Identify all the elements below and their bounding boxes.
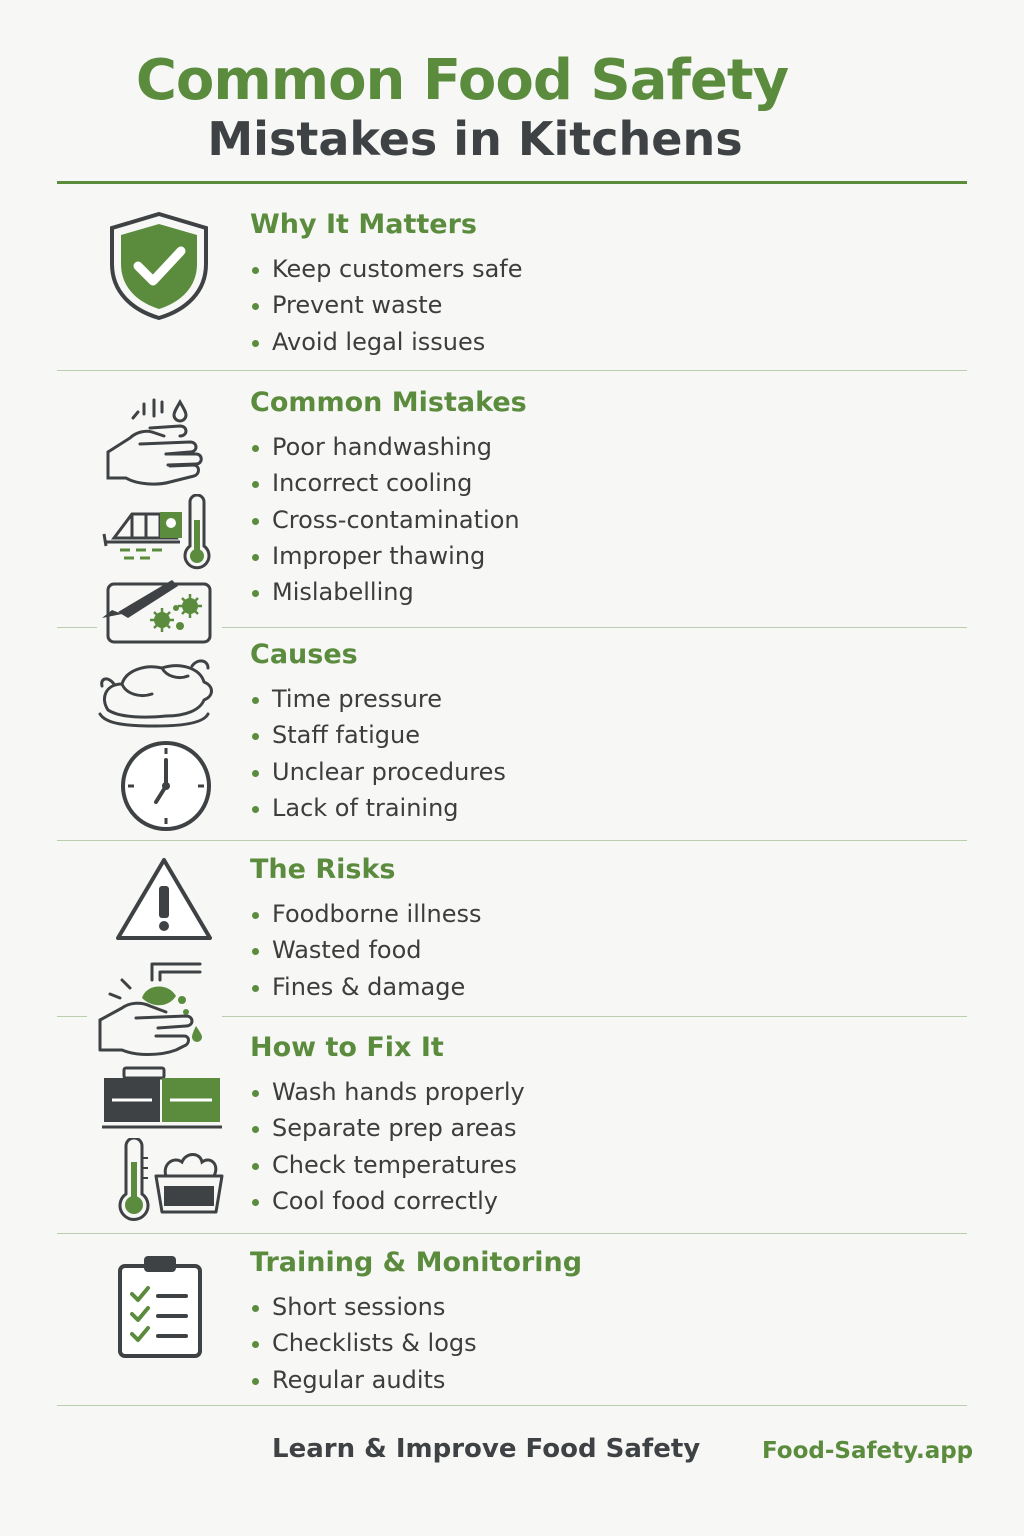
list-item: Mislabelling <box>250 574 950 610</box>
section-why-it-matters <box>250 209 950 360</box>
section-divider <box>57 627 97 628</box>
list-item: Avoid legal issues <box>250 324 950 360</box>
section-title: Common Mistakes <box>250 387 527 418</box>
list-item: Incorrect cooling <box>250 465 950 501</box>
section-divider <box>57 1016 87 1017</box>
list-item: Cool food correctly <box>250 1183 950 1219</box>
list-item: Regular audits <box>250 1362 950 1398</box>
section-causes <box>250 639 950 826</box>
list-item: Poor handwashing <box>250 429 950 465</box>
section-divider <box>57 370 967 371</box>
list-item: Staff fatigue <box>250 717 950 753</box>
warning-triangle-icon <box>112 854 216 946</box>
list-item: Separate prep areas <box>250 1110 950 1146</box>
section-how-to-fix-it <box>250 1032 950 1219</box>
list-item: Prevent waste <box>250 287 950 323</box>
list-item: Cross-contamination <box>250 502 950 538</box>
section-title: The Risks <box>250 854 396 885</box>
section-divider <box>57 1233 967 1234</box>
section-common-mistakes <box>250 387 950 610</box>
list-item: Lack of training <box>250 790 950 826</box>
footer-site-link[interactable]: Food-Safety.app <box>762 1438 974 1464</box>
clock-icon <box>118 738 214 834</box>
header-divider <box>57 181 967 184</box>
storage-containers-icon <box>102 1066 222 1130</box>
list-item: Checklists & logs <box>250 1325 950 1361</box>
section-training-monitoring <box>250 1247 950 1398</box>
section-divider <box>222 627 967 628</box>
thermometer-icon <box>116 1138 152 1224</box>
cooling-thermometer-icon <box>100 494 216 570</box>
food-container-icon <box>152 1148 226 1218</box>
list-item: Wash hands properly <box>250 1074 950 1110</box>
list-item: Foodborne illness <box>250 896 950 932</box>
section-divider <box>57 1405 967 1406</box>
list-item: Keep customers safe <box>250 251 950 287</box>
roast-chicken-icon <box>96 654 216 730</box>
hands-under-tap-icon <box>96 958 212 1058</box>
section-the-risks <box>250 854 950 1005</box>
clipboard-checklist-icon <box>116 1254 206 1360</box>
section-title: Causes <box>250 639 358 670</box>
section-title: How to Fix It <box>250 1032 444 1063</box>
list-item: Fines & damage <box>250 969 950 1005</box>
page-subtitle: Mistakes in Kitchens <box>207 112 743 166</box>
section-title: Training & Monitoring <box>250 1247 583 1278</box>
list-item: Time pressure <box>250 681 950 717</box>
section-divider <box>222 1016 967 1017</box>
cutting-board-contamination-icon <box>98 576 214 646</box>
list-item: Wasted food <box>250 932 950 968</box>
section-title: Why It Matters <box>250 209 477 240</box>
section-divider <box>57 840 967 841</box>
list-item: Improper thawing <box>250 538 950 574</box>
footer-tagline: Learn & Improve Food Safety <box>272 1434 701 1464</box>
list-item: Check temperatures <box>250 1147 950 1183</box>
list-item: Short sessions <box>250 1289 950 1325</box>
list-item: Unclear procedures <box>250 754 950 790</box>
handwashing-icon <box>100 392 210 492</box>
shield-check-icon <box>106 210 212 322</box>
page-title: Common Food Safety <box>135 48 789 113</box>
